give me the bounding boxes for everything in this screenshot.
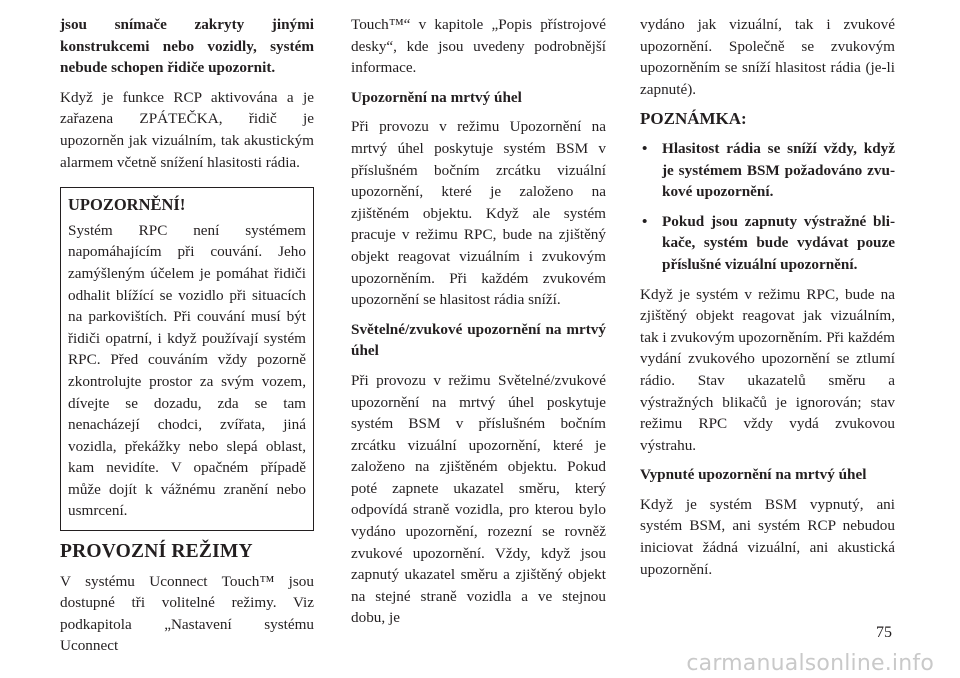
subheading-blind-spot: Upozornění na mrtvý úhel [351,88,522,106]
section-heading: PROVOZNÍ REŽIMY [60,541,253,563]
watermark: carmanualsonline.info [686,651,934,676]
paragraph-continued: Touch™“ v kapitole „Popis přístrojové desky“, kde jsou uvedeny podrobnější informace. [351,16,606,77]
list-item: • Pokud jsou zapnuty výstražné blikače, systém bude vydávat pouze příslušné vizuální upozornění. [642,212,895,273]
bullet-icon: • [642,212,648,230]
warning-box [60,187,314,531]
page-number: 75 [876,624,892,641]
paragraph-bsm-off: Když je systém BSM vypnutý, ani systém BSM, ani systém RCP nebudou iniciovat žádná vizuální, ani akustická upozornění. [640,495,895,578]
warning-text: Systém RPC není systémem napomáhajícím při couvání. Jeho zamýšleným účelem je pomáhat řidiči odhalit blížící se vozidlo při situacích na parkovištích. Při couvání musí být řidiči opatrní, i když používají systém RPC. Před couváním vždy pozorně zkontrolujte prostor za svým vozem, dívejte se dozadu, zda se tam nenacházejí chodci, zvířata, jiná vozidla, překážky nebo slepá oblast, kam nevidíte. V opačném případě může dojít k vážnému zranění nebo usmrcení. [68,221,306,520]
warning-title: UPOZORNĚNÍ! [68,195,186,215]
bullet-icon: • [642,139,648,157]
paragraph-continued: vydáno jak vizuální, tak i zvukové upozornění. Společně se zvukovým upozorněním se sníží hlasitost rádia (je-li zapnuté). [640,16,895,98]
list-item: • Hlasitost rádia se sníží vždy, když je systémem BSM požadováno zvukové upozornění. [642,139,895,201]
paragraph-light-sound: Při provozu v režimu Světelné/zvukové upozornění na mrtvý úhel poskytuje systém BSM v příslušném bočním zrcátku vizuální upozornění, které je založeno na zjištěném objektu. Pokud poté zapnete ukazatel směru, který odpovídá straně vozidla, pro kterou bylo vydáno upozornění, rozezní se rovněž zvukové upozornění. Vždy, když jsou zapnutý ukazatel směru a zjištěný objekt na stejné straně vozidla a ve stejnou dobu, je [351,371,606,627]
paragraph-blind-spot: Při provozu v režimu Upozornění na mrtvý úhel poskytuje systém BSM v příslušném bočním zrcátku vizuální upozornění, které je založeno na zjištěném objektu. Když ale systém pracuje v režimu RPC, bude na zjištěný objekt reagovat vizuálním i zvukovým upozorněním. Při každém zvukovém upozornění se hlasitost rádia sníží. [351,118,606,309]
note-list [640,138,895,276]
note-title: POZNÁMKA: [640,109,747,129]
paragraph-modes: V systému Uconnect Touch™ jsou dostupné tři volitelné režimy. Viz podkapitola „Nastavení systému Uconnect [60,572,314,655]
column-left [60,14,314,665]
paragraph-rcp-mode: Když je systém v režimu RPC, bude na zjištěný objekt reagovat jak vizuálním, tak i zvukovým upozorněním. Při každém vydání zvukového upozornění se ztlumí rádio. Stav ukazatelů směru a výstražných blikačů je ignorován; stav režimu RPC vždy vydá zvukovou výstrahu. [640,285,895,454]
subheading-light-sound: Světelné/zvukové upozornění na mrtvý úhel [351,320,606,360]
paragraph-rcp-active: Když je funkce RCP aktivována a je zařazena ZPÁTEČKA, řidič je upozorněn jak vizuálním, tak akustickým alarmem včetně snížení hlasitosti rádia. [60,88,314,171]
column-middle [351,14,606,637]
subheading-bsm-off: Vypnuté upozornění na mrtvý úhel [640,466,867,484]
paragraph-continued: jsou snímače zakryty jinými konstrukcemi nebo vozidly, systém nebude schopen řidiče upozornit. [60,16,314,77]
column-right [640,14,895,588]
